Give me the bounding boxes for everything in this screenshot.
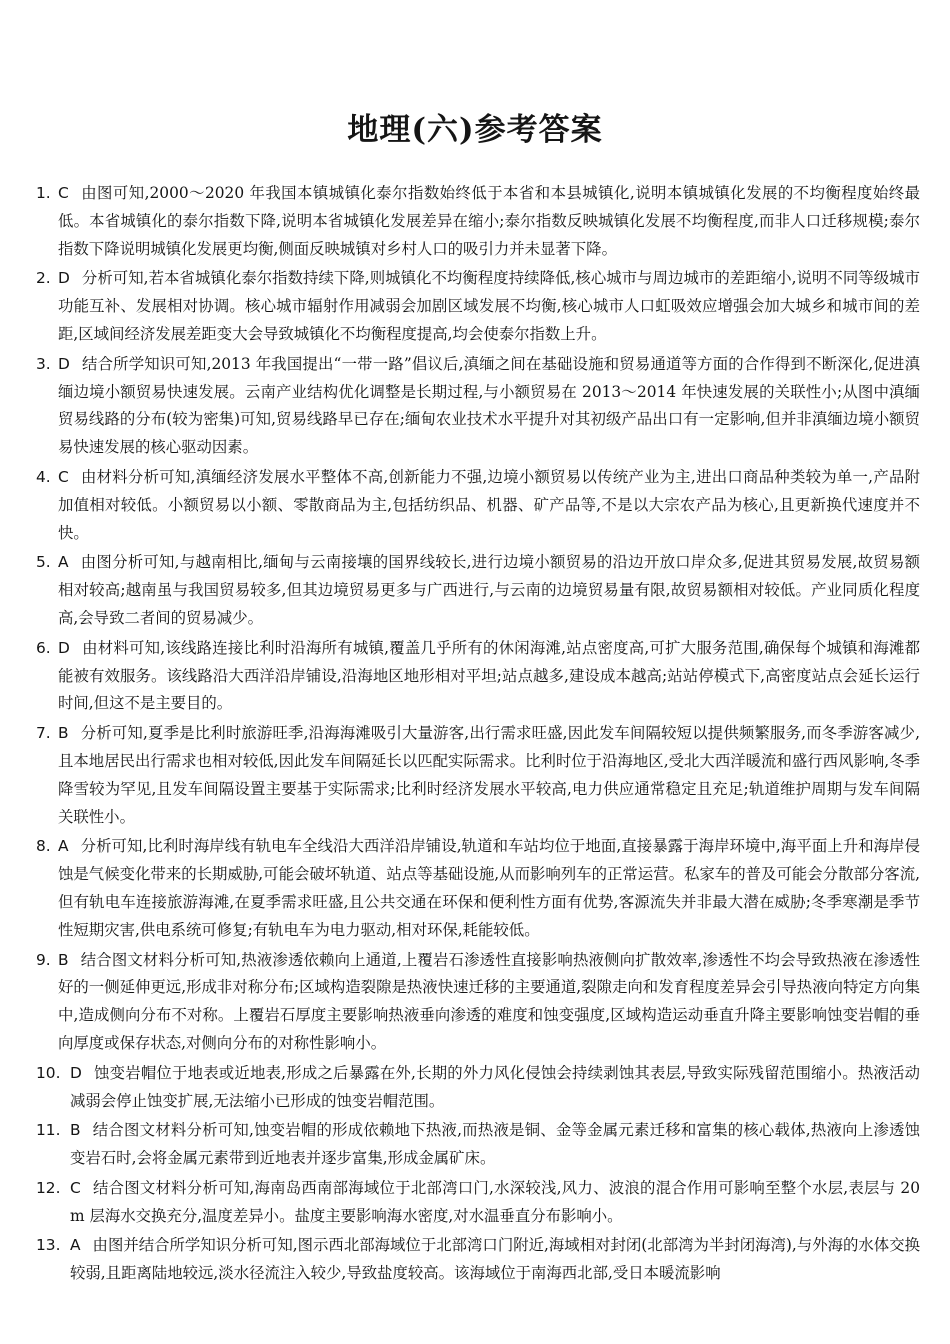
answer-choice: D <box>58 638 70 657</box>
answer-explanation: 由材料可知,该线路连接比利时沿海所有城镇,覆盖几乎所有的休闲海滩,站点密度高,可扩大服务范围,确保每个城镇和海滩都能被有效服务。该线路沿大西洋沿岸铺设,沿海地区地形相对平坦;站点越多,建设成本越高;站站停模式下,高密度站点会延长运行时间,但这不是主要目的。 <box>58 638 920 713</box>
question-number: 6. <box>36 638 51 657</box>
answer-item <box>36 720 920 831</box>
answer-item <box>36 635 920 718</box>
answer-item <box>36 351 920 462</box>
answer-choice: B <box>58 950 69 969</box>
question-number: 4. <box>36 467 51 486</box>
answer-choice: C <box>58 467 69 486</box>
answer-item <box>36 1117 920 1173</box>
question-number: 12. <box>36 1178 61 1197</box>
answer-explanation: 结合图文材料分析可知,海南岛西南部海域位于北部湾口门,水深较浅,风力、波浪的混合作用可影响至整个水层,表层与 20 m 层海水交换充分,温度差异小。盐度主要影响海水密度,对水温垂直分布影响小。 <box>70 1178 920 1225</box>
answer-explanation: 由图并结合所学知识分析可知,图示西北部海域位于北部湾口门附近,海域相对封闭(北部湾为半封闭海湾),与外海的水体交换较弱,且距离陆地较远,淡水径流注入较少,导致盐度较高。该海域位于南海西北部,受日本暖流影响 <box>70 1236 920 1283</box>
answer-explanation: 由图分析可知,与越南相比,缅甸与云南接壤的国界线较长,进行边境小额贸易的沿边开放口岸众多,促进其贸易发展,故贸易额相对较高;越南虽与我国贸易较多,但其边境贸易更多与广西进行,与云南的边境贸易量有限,故贸易额相对较低。产业同质化程度高,会导致二者间的贸易减少。 <box>58 553 920 627</box>
answer-choice: B <box>70 1121 81 1140</box>
question-number: 13. <box>36 1236 61 1255</box>
question-number: 1. <box>36 184 51 202</box>
answer-explanation: 分析可知,若本省城镇化泰尔指数持续下降,则城镇化不均衡程度持续降低,核心城市与周边城市的差距缩小,说明不同等级城市功能互补、发展相对协调。核心城市辐射作用减弱会加剧区域发展不均衡,核心城市人口虹吸效应增强会加大城乡和城市间的差距,区域间经济发展差距变大会导致城镇化不均衡程度提高,均会使泰尔指数上升。 <box>58 269 920 343</box>
answer-explanation: 分析可知,夏季是比利时旅游旺季,沿海海滩吸引大量游客,出行需求旺盛,因此发车间隔较短以提供频繁服务,而冬季游客减少,且本地居民出行需求也相对较低,因此发车间隔延长以匹配实际需求。比利时位于沿海地区,受北大西洋暖流和盛行西风影响,冬季降雪较为罕见,且发车间隔设置主要基于实际需求;比利时经济发展水平较高,电力供应通常稳定且充足;轨道维护周期与发车间隔关联性小。 <box>58 724 920 826</box>
answer-explanation: 结合图文材料分析可知,热液渗透依赖向上通道,上覆岩石渗透性直接影响热液侧向扩散效率,渗透性不均会导致热液在渗透性好的一侧延伸更远,形成非对称分布;区域构造裂隙是热液快速迁移的主要通道,裂隙走向和发育程度差异会引导热液向特定方向集中,造成侧向分布不对称。上覆岩石厚度主要影响热液垂向渗透的难度和蚀变强度,区域构造运动垂直升降主要影响蚀变岩帽的垂向厚度或保存状态,对侧向分布的对称性影响小。 <box>58 950 920 1052</box>
answer-choice: C <box>70 1178 81 1197</box>
answer-explanation: 结合图文材料分析可知,蚀变岩帽的形成依赖地下热液,而热液是铜、金等金属元素迁移和富集的核心载体,热液向上渗透蚀变岩石时,会将金属元素带到近地表并逐步富集,形成金属矿床。 <box>70 1121 920 1168</box>
answer-item <box>36 1175 920 1231</box>
answer-list <box>36 180 920 1290</box>
answer-explanation: 结合所学知识可知,2013 年我国提出“一带一路”倡议后,滇缅之间在基础设施和贸易通道等方面的合作得到不断深化,促进滇缅边境小额贸易快速发展。云南产业结构优化调整是长期过程,与小额贸易在 2013～2014 年快速发展的关联性小;从图中滇缅贸易线路的分布(较为密集)可知,贸易线路早已存在;缅甸农业技术水平提升对其初级产品出口有一定影响,但并非滇缅边境小额贸易快速发展的核心驱动因素。 <box>58 354 920 457</box>
answer-explanation: 由材料分析可知,滇缅经济发展水平整体不高,创新能力不强,边境小额贸易以传统产业为主,进出口商品种类较为单一,产品附加值相对较低。小额贸易以小额、零散商品为主,包括纺织品、机器、矿产品等,不是以大宗农产品为核心,且更新换代速度并不快。 <box>58 467 920 542</box>
question-number: 11. <box>36 1121 61 1140</box>
question-number: 3. <box>36 354 51 373</box>
question-number: 10. <box>36 1063 61 1082</box>
question-number: 8. <box>36 837 51 856</box>
answer-choice: A <box>58 553 69 572</box>
answer-choice: A <box>58 837 69 856</box>
answer-explanation: 蚀变岩帽位于地表或近地表,形成之后暴露在外,长期的外力风化侵蚀会持续剥蚀其表层,导致实际残留范围缩小。热液活动减弱会停止蚀变扩展,无法缩小已形成的蚀变岩帽范围。 <box>70 1063 920 1110</box>
question-number: 5. <box>36 553 51 572</box>
answer-item <box>36 1232 920 1288</box>
answer-item <box>36 180 920 263</box>
answer-choice: D <box>58 269 70 288</box>
answer-choice: D <box>70 1063 82 1082</box>
answer-explanation: 由图可知,2000～2020 年我国本镇城镇化泰尔指数始终低于本省和本县城镇化,说明本镇城镇化发展的不均衡程度始终最低。本省城镇化的泰尔指数下降,说明本省城镇化发展差异在缩小;泰尔指数反映城镇化发展不均衡程度,而非人口迁移规模;泰尔指数下降说明城镇化发展更均衡,侧面反映城镇对乡村人口的吸引力并未显著下降。 <box>58 184 920 258</box>
answer-choice: C <box>58 184 69 202</box>
answer-item <box>36 947 920 1058</box>
answer-explanation: 分析可知,比利时海岸线有轨电车全线沿大西洋沿岸铺设,轨道和车站均位于地面,直接暴露于海岸环境中,海平面上升和海岸侵蚀是气候变化带来的长期威胁,可能会破坏轨道、站点等基础设施,从而影响列车的正常运营。私家车的普及可能会分散部分客流,但有轨电车连接旅游海滩,在夏季需求旺盛,且公共交通在环保和便利性方面有优势,客源流失并非最大潜在威胁;冬季寒潮是季节性短期灾害,供电系统可修复;有轨电车为电力驱动,相对环保,耗能较低。 <box>58 837 920 939</box>
question-number: 2. <box>36 269 51 288</box>
answer-choice: A <box>70 1236 81 1255</box>
answer-item <box>36 549 920 632</box>
answer-item <box>36 464 920 547</box>
answer-item <box>36 833 920 944</box>
answer-item <box>36 1060 920 1116</box>
answer-item <box>36 265 920 348</box>
answer-choice: D <box>58 354 70 373</box>
question-number: 9. <box>36 950 51 969</box>
answer-choice: B <box>58 724 69 743</box>
question-number: 7. <box>36 724 51 743</box>
page-title: 地理(六)参考答案 <box>347 112 603 148</box>
